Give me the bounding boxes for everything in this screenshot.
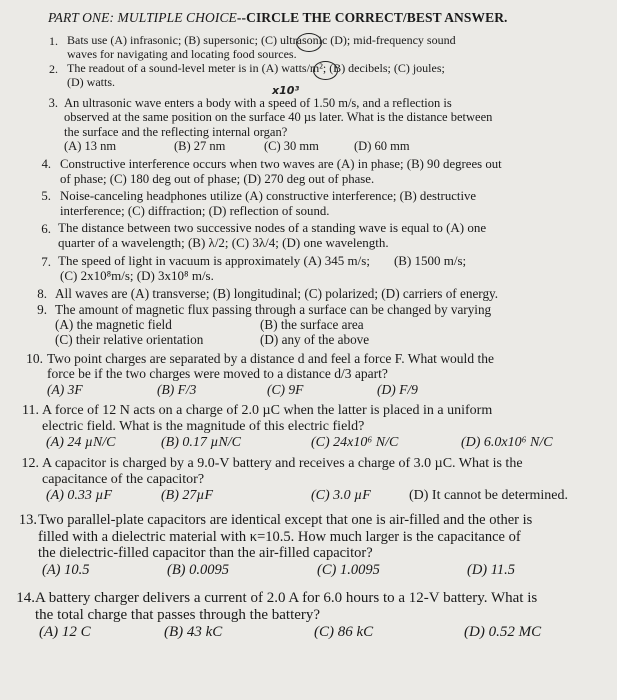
question-number: 7. xyxy=(41,254,51,269)
answer-options xyxy=(55,332,491,347)
option-a: (A) 3F xyxy=(47,381,83,397)
answer-options xyxy=(38,562,532,579)
question-6 xyxy=(58,221,486,251)
question-text: The distance between two successive nodes of a standing wave is equal to (A) one xyxy=(58,220,487,235)
option-d: (D) 0.52 MC xyxy=(464,624,542,641)
question-number: 9. xyxy=(37,302,47,317)
question-number: 10. xyxy=(26,351,43,366)
option-b: (B) the surface area xyxy=(260,317,364,333)
answer-options xyxy=(35,624,541,641)
question-number: 1. xyxy=(49,34,58,48)
option-a: (A) 0.33 µF xyxy=(46,487,112,503)
question-number: 11. xyxy=(22,403,39,418)
option-c: (C) 30 mm xyxy=(264,138,319,153)
option-c: (C) 9F xyxy=(267,381,304,397)
answer-options xyxy=(64,139,492,153)
option-b: (B) 43 kC xyxy=(164,624,223,641)
answer-options xyxy=(55,317,491,332)
section-label: MULTIPLE CHOICE xyxy=(117,10,237,25)
page-title: PART ONE: MULTIPLE CHOICE--CIRCLE THE CORRECT/BEST ANSWER. xyxy=(48,10,508,25)
question-number: 3. xyxy=(48,96,58,110)
question-1 xyxy=(67,34,456,61)
question-text: force be if the two charges were moved to a distance d/3 apart? xyxy=(47,366,388,382)
question-text: All waves are (A) transverse; (B) longitudinal; (C) polarized; (D) carriers of energy. xyxy=(55,286,499,301)
question-text: A battery charger delivers a current of 2.0 A for 6.0 hours to a 12-V battery. What is xyxy=(35,590,538,606)
option-d: (D) F/9 xyxy=(377,381,418,397)
option-a: (A) 12 C xyxy=(39,624,91,641)
question-3 xyxy=(64,96,492,153)
question-text: A capacitor is charged by a 9.0-V battery and receives a charge of 3.0 µC. What is the xyxy=(42,456,523,471)
question-13 xyxy=(38,512,532,578)
question-number: 12. xyxy=(21,456,39,471)
answer-options: (C) 2x10⁸m/s; (D) 3x10⁸ m/s. xyxy=(60,267,214,283)
question-number: 13. xyxy=(18,512,37,528)
question-12 xyxy=(42,456,568,504)
question-text: Constructive interference occurs when two waves are (A) in phase; (B) 90 degrees out xyxy=(60,157,502,171)
question-text: An ultrasonic wave enters a body with a speed of 1.50 m/s, and a reflection is xyxy=(64,96,452,110)
question-8 xyxy=(55,286,498,301)
option-b: (B) 27µF xyxy=(161,487,213,503)
option-b: (B) 1500 m/s; xyxy=(393,253,467,268)
option-d: (D) 11.5 xyxy=(467,561,516,578)
question-text xyxy=(58,254,466,269)
option-b: (B) F/3 xyxy=(157,381,197,397)
handwritten-note: x10³ xyxy=(272,84,300,97)
question-text: the surface and the reflecting internal organ? xyxy=(64,124,288,139)
question-text: interference; (C) diffraction; (D) reflection of sound. xyxy=(60,203,330,218)
option-d: (D) any of the above xyxy=(260,332,370,348)
option-c: (C) 3.0 µF xyxy=(311,487,371,503)
option-c: (C) 24x10⁶ N/C xyxy=(311,434,399,450)
question-text: The amount of magnetic flux passing through a surface can be changed by varying xyxy=(55,302,492,317)
question-text: of phase; (C) 180 deg out of phase; (D) 270 deg out of phase. xyxy=(60,171,375,186)
option-d: (D) 60 mm xyxy=(354,138,410,153)
question-text: capacitance of the capacitor? xyxy=(42,471,205,487)
question-10 xyxy=(47,351,494,397)
question-text: The readout of a sound-level meter is in (A) watts/m²; (B) decibels; (C) joules; xyxy=(67,61,445,75)
option-a: (A) the magnetic field xyxy=(55,317,172,333)
answer-options xyxy=(47,382,494,397)
question-text: the total charge that passes through the battery? xyxy=(35,607,321,624)
question-number: 4. xyxy=(41,157,51,171)
option-b: (B) 0.0095 xyxy=(167,561,230,578)
question-text: electric field. What is the magnitude of this electric field? xyxy=(42,418,365,434)
option-c: (C) 86 kC xyxy=(314,624,374,641)
question-text: Two parallel-plate capacitors are identical except that one is air-filled and the other is xyxy=(38,512,533,528)
question-number: 8. xyxy=(37,286,47,301)
option-c: (C) their relative orientation xyxy=(55,332,204,348)
answer-circle-q2-b xyxy=(313,61,338,80)
question-text-part: The speed of light in vacuum is approximately (A) 345 m/s; xyxy=(58,253,370,268)
option-a: (A) 24 µN/C xyxy=(46,434,116,450)
question-number: 6. xyxy=(41,221,51,236)
answer-options xyxy=(42,435,553,451)
question-text: filled with a dielectric material with κ=10.5. How much larger is the capacitance of xyxy=(38,528,521,545)
question-number: 14. xyxy=(16,590,35,606)
question-text: quarter of a wavelength; (B) λ/2; (C) 3λ/4; (D) one wavelength. xyxy=(58,234,389,250)
question-text: A force of 12 N acts on a charge of 2.0 µC when the latter is placed in a uniform xyxy=(42,403,493,418)
question-7 xyxy=(58,254,466,284)
question-text: observed at the same position on the surface 40 µs later. What is the distance between xyxy=(64,110,493,125)
question-11 xyxy=(42,403,553,451)
question-9 xyxy=(55,302,491,347)
option-b: (B) 0.17 µN/C xyxy=(161,434,242,450)
question-2 xyxy=(67,62,445,89)
question-text: Noise-canceling headphones utilize (A) constructive interference; (B) destructive xyxy=(60,189,477,203)
option-b: (B) 27 nm xyxy=(174,138,226,153)
option-d: (D) It cannot be determined. xyxy=(409,487,568,503)
question-text: (D) watts. xyxy=(67,74,115,89)
instruction-text: --CIRCLE THE CORRECT/BEST ANSWER. xyxy=(236,10,508,25)
question-text: Bats use (A) infrasonic; (B) supersonic; (C) ultrasonic (D); mid-frequency sound xyxy=(67,33,456,47)
question-5 xyxy=(60,189,476,218)
option-a: (A) 13 nm xyxy=(64,138,117,153)
part-label: PART ONE xyxy=(48,10,110,25)
question-text: waves for navigating and locating food sources. xyxy=(67,46,297,61)
option-d: (D) 6.0x10⁶ N/C xyxy=(461,434,553,450)
option-c: (C) 1.0095 xyxy=(317,561,380,578)
question-14 xyxy=(35,590,541,641)
question-number: 2. xyxy=(49,62,58,76)
question-4 xyxy=(60,157,502,186)
question-number: 5. xyxy=(41,189,51,203)
option-a: (A) 10.5 xyxy=(42,561,90,578)
answer-options xyxy=(42,488,568,504)
question-text: the dielectric-filled capacitor than the air-filled capacitor? xyxy=(38,545,373,562)
answer-circle-q1-c xyxy=(296,33,322,52)
question-text: Two point charges are separated by a distance d and feel a force F. What would the xyxy=(47,351,494,366)
